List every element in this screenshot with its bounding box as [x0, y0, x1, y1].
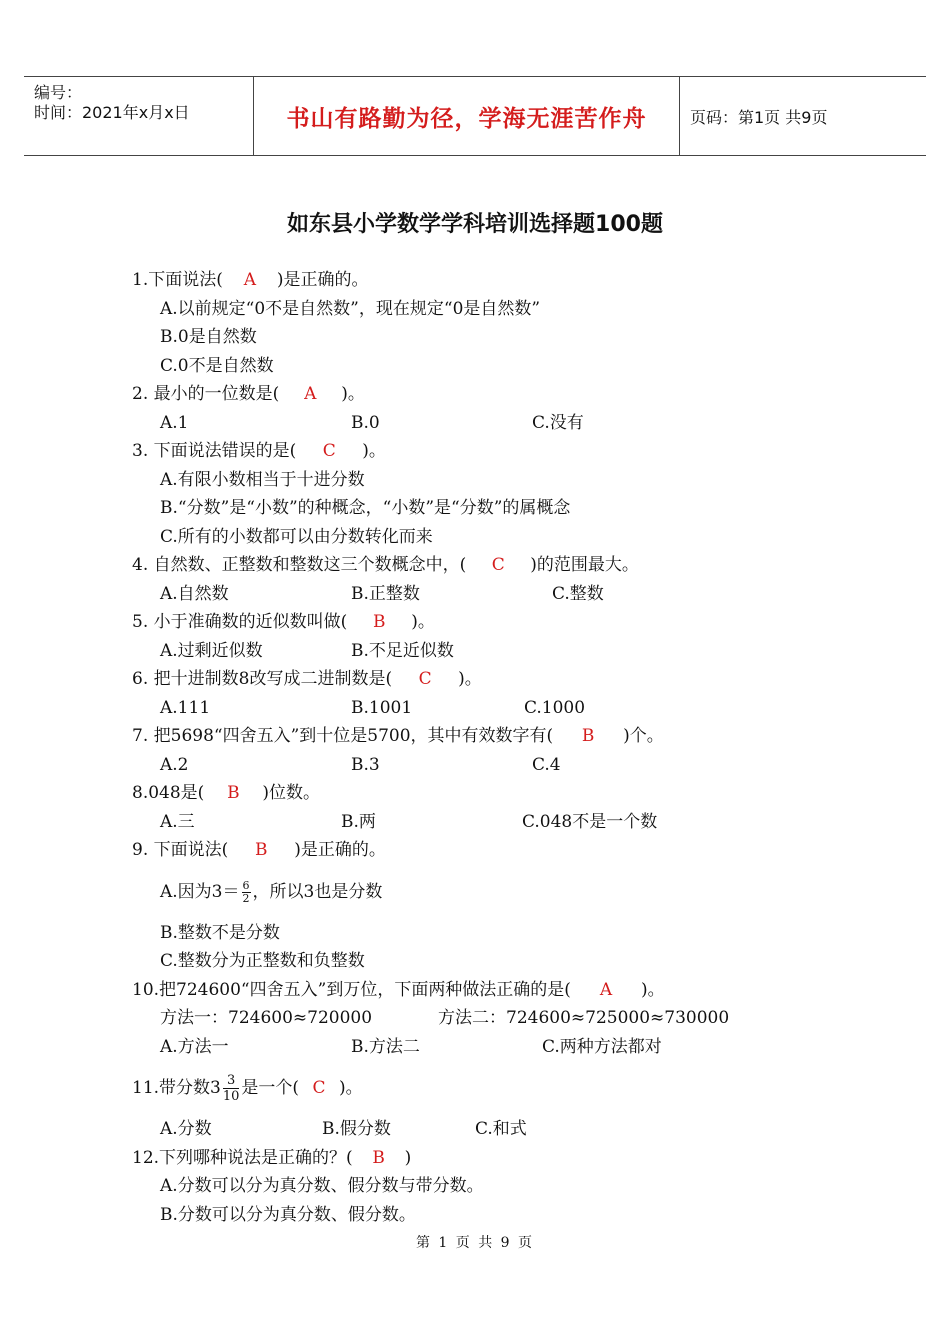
- option: C.0不是自然数: [160, 355, 274, 376]
- options-row: [132, 637, 912, 666]
- option: B.“分数”是“小数”的种概念，“小数”是“分数”的属概念: [160, 498, 571, 518]
- answer-10: A: [599, 979, 613, 1000]
- option: B.两: [341, 811, 376, 832]
- option: C.整数: [552, 583, 604, 604]
- option: B.3: [351, 754, 380, 775]
- option: A.因为3＝ $\frac{6}{2}$ ，所以3也是分数: [160, 878, 383, 905]
- option: A.111: [160, 697, 211, 718]
- option: B.不足近似数: [351, 640, 454, 661]
- option: B.方法二: [351, 1036, 420, 1057]
- answer-11: C: [312, 1078, 326, 1098]
- option: B.0: [351, 412, 380, 433]
- answer-2: A: [304, 384, 317, 404]
- answer-7: B: [581, 726, 595, 746]
- option: C.没有: [532, 412, 584, 433]
- option: C.和式: [475, 1119, 527, 1139]
- answer-5: B: [373, 612, 386, 632]
- page-header: [24, 76, 926, 156]
- question-8: 8.048是( B )位数。: [132, 779, 912, 808]
- option: B.整数不是分数: [160, 922, 280, 943]
- method-1: 方法一：724600≈720000: [160, 1008, 373, 1028]
- options-row: [132, 808, 912, 837]
- option: A.有限小数相当于十进分数: [160, 469, 365, 490]
- option: A.以前规定“0不是自然数”，现在规定“0是自然数”: [160, 298, 541, 319]
- header-page-info: 页码：第1页 共9页: [690, 107, 828, 127]
- fraction: $\frac{3}{10}$: [222, 1073, 240, 1104]
- option: B.1001: [351, 697, 413, 718]
- options-row: [132, 1033, 912, 1062]
- header-meta: [24, 77, 254, 155]
- option: A.2: [160, 754, 189, 775]
- document-title: 如东县小学数学学科培训选择题100题: [287, 212, 663, 237]
- question-7: 7. 把5698“四舍五入”到十位是5700，其中有效数字有( B )个。: [132, 722, 912, 751]
- options-row: [132, 751, 912, 780]
- option: B.分数可以分为真分数、假分数。: [160, 1204, 416, 1225]
- option: A.分数可以分为真分数、假分数与带分数。: [160, 1176, 484, 1196]
- answer-12: B: [372, 1147, 385, 1168]
- question-12: 12.下列哪种说法是正确的？( B ): [132, 1144, 912, 1173]
- time-label: 时间：2021年x月x日: [34, 103, 190, 122]
- answer-3: C: [322, 441, 336, 461]
- answer-1: A: [243, 270, 256, 290]
- option: A.过剩近似数: [160, 640, 263, 661]
- options-row: [132, 580, 912, 609]
- question-2: 2. 最小的一位数是( A )。: [132, 380, 912, 409]
- fraction: $\frac{6}{2}$: [242, 878, 250, 905]
- option: C.048不是一个数: [522, 811, 658, 832]
- option: C.4: [532, 754, 561, 775]
- header-motto: 书山有路勤为径，学海无涯苦作舟: [254, 77, 680, 155]
- options-row: [132, 1115, 912, 1144]
- question-6: 6. 把十进制数8改写成二进制数是( C )。: [132, 665, 912, 694]
- method-2: 方法二：724600≈725000≈730000: [438, 1008, 730, 1028]
- page-footer: 第 1 页 共 9 页: [415, 1235, 535, 1251]
- number-label: 编号：: [34, 83, 83, 102]
- answer-6: C: [418, 669, 432, 689]
- answer-4: C: [491, 555, 505, 575]
- answer-9: B: [255, 840, 268, 860]
- option: B.0是自然数: [160, 327, 257, 347]
- options-row: [132, 694, 912, 723]
- option: C.整数分为正整数和负整数: [160, 951, 365, 971]
- option: B.假分数: [322, 1119, 391, 1139]
- option: A.分数: [160, 1119, 212, 1139]
- option: A.自然数: [160, 583, 229, 604]
- option: C.所有的小数都可以由分数转化而来: [160, 526, 433, 547]
- option: A.方法一: [160, 1036, 229, 1057]
- question-1: 1.下面说法( A )是正确的。: [132, 266, 912, 295]
- option: A.1: [160, 412, 189, 433]
- question-4: 4. 自然数、正整数和整数这三个数概念中，( C )的范围最大。: [132, 551, 912, 580]
- question-list: [132, 266, 912, 1229]
- question-5: 5. 小于准确数的近似数叫做( B )。: [132, 608, 912, 637]
- options-row: [132, 409, 912, 438]
- methods-row: [132, 1004, 912, 1033]
- option: B.正整数: [351, 583, 420, 604]
- option: A.三: [160, 811, 195, 832]
- question-3: 3. 下面说法错误的是( C )。: [132, 437, 912, 466]
- question-10: 10.把724600“四舍五入”到万位，下面两种做法正确的是( A )。: [132, 976, 912, 1005]
- question-9: 9. 下面说法( B )是正确的。: [132, 836, 912, 865]
- option: C.两种方法都对: [542, 1036, 662, 1057]
- answer-8: B: [227, 783, 240, 803]
- option: C.1000: [524, 697, 586, 718]
- question-11: 11.带分数3 $\frac{3}{10}$ 是一个( C )。: [132, 1061, 912, 1115]
